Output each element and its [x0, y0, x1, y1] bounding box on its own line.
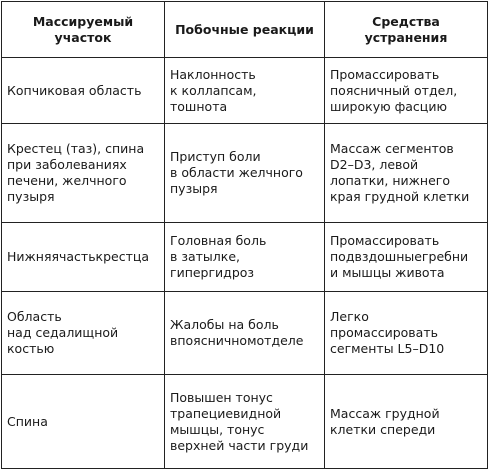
table-row	[2, 292, 488, 375]
header-reactions: Побочные реакции	[165, 2, 325, 58]
cell-reactions: Наклонность к коллапсам, тошнота	[165, 58, 325, 124]
cell-remedies: Массаж грудной клетки спереди	[325, 375, 488, 469]
cell-reactions: Приступ боли в области желчного пузыря	[165, 124, 325, 223]
cell-reactions: Повышен тонус трапециевидной мышцы, тонус верхней части груди	[165, 375, 325, 469]
header-row	[2, 2, 488, 58]
cell-remedies: Промассировать подвздошныегребни и мышцы живота	[325, 223, 488, 292]
cell-area: Крестец (таз), спина при заболеваниях печени, желчного пузыря	[2, 124, 165, 223]
cell-area: Копчиковая область	[2, 58, 165, 124]
cell-remedies: Массаж сегментов D2–D3, левой лопатки, нижнего края грудной клетки	[325, 124, 488, 223]
header-remedies: Средства устранения	[325, 2, 488, 58]
cell-reactions: Головная боль в затылке, гипергидроз	[165, 223, 325, 292]
cell-area: Нижняячастькрестца	[2, 223, 165, 292]
table-row	[2, 58, 488, 124]
cell-remedies: Промассировать поясничный отдел, широкую фасцию	[325, 58, 488, 124]
cell-reactions: Жалобы на боль впоясничномотделе	[165, 292, 325, 375]
table-row	[2, 375, 488, 469]
header-area: Массируемый участок	[2, 2, 165, 58]
massage-reactions-table	[1, 1, 488, 469]
cell-area: Область над седалищной костью	[2, 292, 165, 375]
cell-area: Спина	[2, 375, 165, 469]
table-row	[2, 124, 488, 223]
table-row	[2, 223, 488, 292]
cell-remedies: Легко промассировать сегменты L5–D10	[325, 292, 488, 375]
